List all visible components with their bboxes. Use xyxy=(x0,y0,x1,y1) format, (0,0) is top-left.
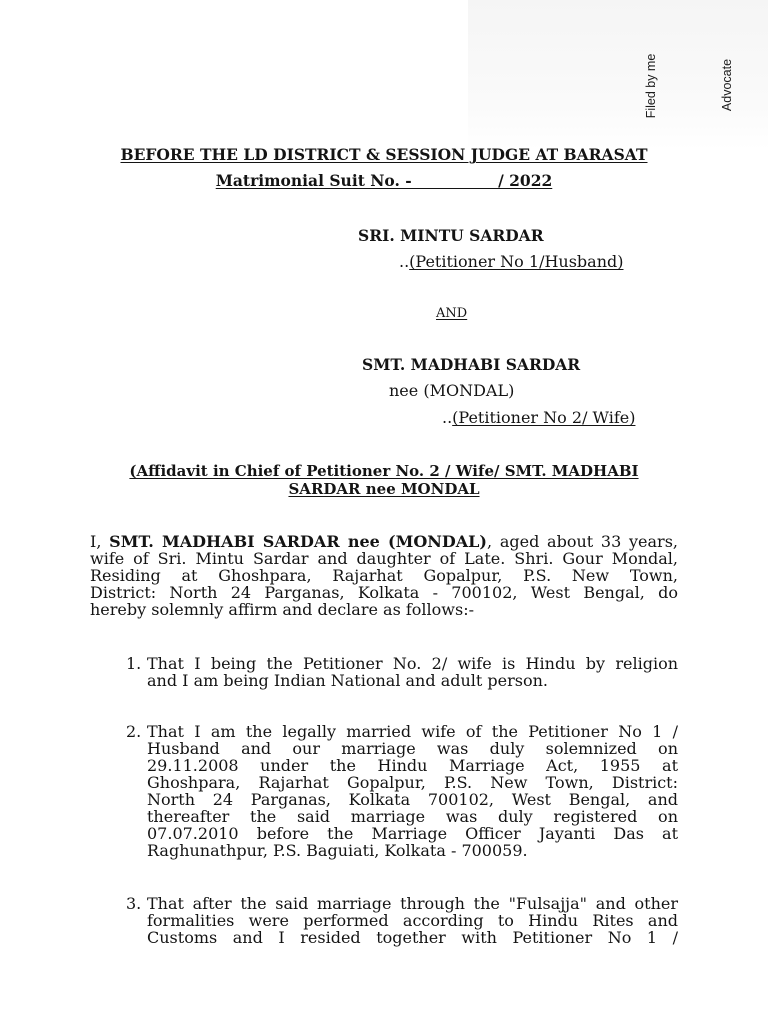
petitioner2-role-text: (Petitioner No 2/ Wife) xyxy=(452,408,636,427)
item-number: 2. xyxy=(126,722,142,741)
list-item xyxy=(147,655,678,689)
item-line: Ghoshpara, Rajarhat Gopalpur, P.S. New Town, District: xyxy=(147,773,678,792)
intro-line: hereby solemnly affirm and declare as follows:- xyxy=(90,600,474,619)
item-line: thereafter the said marriage was duly registered on xyxy=(147,807,678,826)
intro-age: , aged about 33 years, xyxy=(487,532,679,551)
item-line: 07.07.2010 before the Marriage Officer Jayanti Das at xyxy=(147,824,678,843)
court-heading xyxy=(0,146,768,164)
item-line: 29.11.2008 under the Hindu Marriage Act, 1955 at xyxy=(147,756,678,775)
item-line: Husband and our marriage was duly solemnized on xyxy=(147,739,678,758)
affidavit-title-line1 xyxy=(0,462,768,480)
affidavit-title-text1: (Affidavit in Chief of Petitioner No. 2 / Wife/ SMT. MADHABI xyxy=(129,462,639,480)
intro-line: District: North 24 Parganas, Kolkata - 700102, West Bengal, do xyxy=(90,583,678,602)
item-line: That after the said marriage through the "Fulsajja" and other xyxy=(147,894,678,913)
conjunction-text: AND xyxy=(436,306,468,321)
intro-paragraph xyxy=(90,533,678,618)
affidavit-title-line2 xyxy=(0,480,768,498)
petitioner1-role-text: (Petitioner No 1/Husband) xyxy=(409,252,624,271)
intro-pronoun: I, xyxy=(90,532,110,551)
intro-line: Residing at Ghoshpara, Rajarhat Gopalpur, P.S. New Town, xyxy=(90,566,678,585)
intro-line: wife of Sri. Mintu Sardar and daughter of Late. Shri. Gour Mondal, xyxy=(90,549,678,568)
item-line: Raghunathpur, P.S. Baguiati, Kolkata - 700059. xyxy=(147,841,528,860)
item-number: 3. xyxy=(126,894,142,913)
intro-line xyxy=(90,533,678,550)
party-conjunction xyxy=(436,306,467,322)
suit-number-text: Matrimonial Suit No. - / 2022 xyxy=(215,171,553,190)
item-line: That I am the legally married wife of the Petitioner No 1 / xyxy=(147,722,678,741)
petitioner2-name: SMT. MADHABI SARDAR xyxy=(362,355,581,374)
item-line: That I being the Petitioner No. 2/ wife is Hindu by religion xyxy=(147,654,678,673)
affidavit-title-text2: SARDAR nee MONDAL xyxy=(288,480,480,498)
petitioner2-role xyxy=(442,409,635,427)
item-number: 1. xyxy=(126,654,142,673)
petitioner1-role-prefix: .. xyxy=(399,252,410,271)
filed-by-annotation: Filed by me xyxy=(644,53,658,119)
deponent-name: SMT. MADHABI SARDAR nee (MONDAL) xyxy=(109,532,488,551)
advocate-annotation: Advocate xyxy=(720,58,734,112)
list-item xyxy=(147,895,678,946)
suit-number-line xyxy=(0,172,768,190)
petitioner2-nee: nee (MONDAL) xyxy=(389,381,515,400)
item-line: Customs and I resided together with Petitioner No 1 / xyxy=(147,928,678,947)
petitioner1-role xyxy=(399,253,624,271)
item-line: North 24 Parganas, Kolkata 700102, West Bengal, and xyxy=(147,790,678,809)
item-line: formalities were performed according to Hindu Rites and xyxy=(147,911,678,930)
item-line: and I am being Indian National and adult person. xyxy=(147,671,548,690)
petitioner2-role-prefix: .. xyxy=(442,408,453,427)
court-heading-text: BEFORE THE LD DISTRICT & SESSION JUDGE AT BARASAT xyxy=(120,145,648,164)
list-item xyxy=(147,723,678,859)
petitioner1-name: SRI. MINTU SARDAR xyxy=(358,226,544,245)
